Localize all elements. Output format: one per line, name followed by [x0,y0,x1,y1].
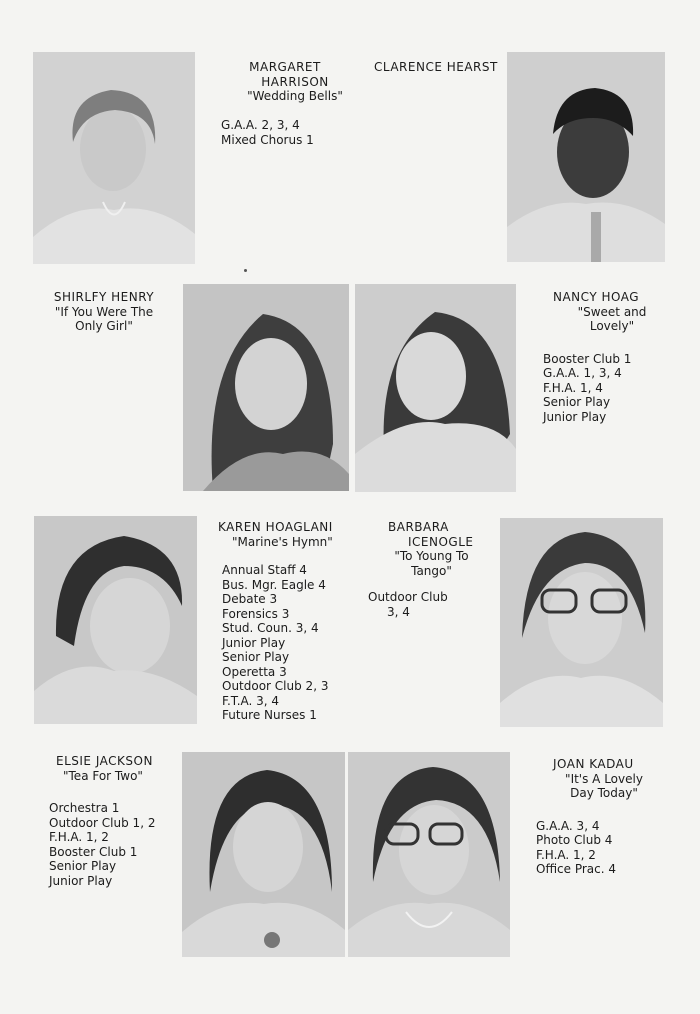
student-name: ICENOGLE [408,534,474,549]
shirlfy-henry-block [42,290,166,334]
portrait-barbara-icenogle [500,518,663,727]
nancy-hoag-block [543,290,663,424]
activity-item: Orchestra 1 [49,801,120,815]
clarence-hearst-block [374,60,498,75]
activity-item: Booster Club 1 [49,844,138,859]
activity-item: Future Nurses 1 [222,708,317,722]
activity-item: Booster Club 1 [543,351,632,366]
student-name: SHIRLFY HENRY [53,290,155,304]
activity-item: Senior Play [543,395,611,409]
activity-item: Junior Play [222,635,286,650]
activity-item: G.A.A. 2, 3, 4 [221,118,300,132]
elsie-jackson-block [49,754,179,888]
student-song: Lovely" [589,319,635,333]
activity-item: Bus. Mgr. Eagle 4 [222,577,326,592]
student-name: BARBARA [388,520,449,534]
portrait-image [33,52,195,264]
student-name: CLARENCE HEARST [374,60,498,74]
student-name: MARGARET [249,60,321,74]
student-song: "If You Were The [54,304,154,319]
activity-item: Outdoor Club 1, 2 [49,815,156,830]
student-song: "Tea For Two" [63,768,143,783]
margaret-harrison-activities [221,118,314,147]
activity-item: F.H.A. 1, 2 [536,847,596,862]
activity-item: Operetta 3 [222,664,287,679]
portrait-image [183,284,349,491]
portrait-karen-hoagland [34,516,197,724]
activity-item: Junior Play [543,409,607,424]
activity-item: Office Prac. 4 [536,862,617,876]
margaret-harrison-block [215,60,355,104]
activity-item: Annual Staff 4 [222,563,307,577]
student-song: "Sweet and [577,304,647,319]
activity-item: Stud. Coun. 3, 4 [222,621,319,635]
activity-item: Senior Play [49,859,117,873]
activities-list [222,563,360,723]
student-song: Day Today" [570,786,638,800]
activity-item: F.H.A. 1, 4 [543,380,603,395]
portrait-joan-kadau [348,752,510,957]
student-song: Tango" [411,563,452,578]
joan-kadau-block [536,757,662,877]
portrait-elsie-jackson [182,752,345,957]
portrait-margaret-harrison [33,52,195,264]
activity-item: Outdoor Club [368,590,448,604]
activities-list [543,352,663,425]
portrait-nancy-hoag [355,284,516,492]
activity-item: Debate 3 [222,592,278,606]
portrait-image [34,516,197,724]
student-name: HARRISON [261,74,329,89]
activity-item: Mixed Chorus 1 [221,132,314,147]
activity-item: Photo Club 4 [536,833,613,847]
portrait-shirlfy-henry [183,284,349,491]
activity-item: G.A.A. 1, 3, 4 [543,366,622,380]
barbara-icenogle-block [368,520,483,619]
activity-item: Forensics 3 [222,606,290,621]
student-name: ELSIE JACKSON [56,754,153,768]
portrait-image [348,752,510,957]
student-name: JOAN KADAU [553,757,634,771]
activity-item: F.T.A. 3, 4 [222,693,280,708]
activity-item: G.A.A. 3, 4 [536,818,600,833]
student-song: "To Young To [394,549,469,563]
student-song: Only Girl" [75,319,133,333]
activities-list [368,590,483,619]
portrait-image [182,752,345,957]
portrait-image [507,52,665,262]
activity-item: 3, 4 [387,604,410,619]
activity-item: Junior Play [49,873,113,888]
activities-list [49,801,179,888]
student-name: NANCY HOAG [553,290,640,304]
karen-hoagland-block [218,520,360,723]
student-song: "It's A Lovely [565,771,643,786]
portrait-clarence-hearst [507,52,665,262]
portrait-image [355,284,516,492]
student-song: "Wedding Bells" [247,89,343,103]
activities-list [536,819,662,877]
activity-item: F.H.A. 1, 2 [49,830,109,844]
activity-item: Outdoor Club 2, 3 [222,679,329,693]
student-song: "Marine's Hymn" [232,534,333,549]
student-name: KAREN HOAGLANI [218,520,333,534]
portrait-image [500,518,663,727]
print-speck [244,269,247,272]
activity-item: Senior Play [222,650,290,664]
